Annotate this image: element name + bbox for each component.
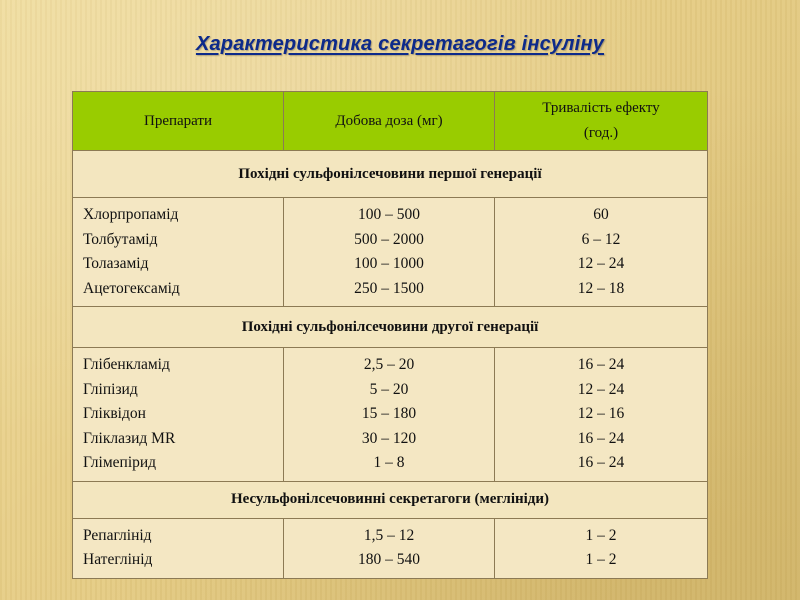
table-header-row bbox=[73, 92, 708, 151]
dose-value: 15 – 180 bbox=[361, 405, 417, 422]
group-title: Похідні сульфонілсечовини другої генерації bbox=[73, 307, 708, 348]
group-title: Несульфонілсечовинні секретагоги (меглініди) bbox=[73, 481, 708, 518]
dose-value: 1,5 – 12 bbox=[363, 526, 415, 544]
duration-cell bbox=[495, 348, 708, 482]
duration-value: 60 bbox=[593, 206, 609, 223]
duration-value: 12 – 16 bbox=[577, 405, 625, 422]
duration-value: 16 – 24 bbox=[577, 429, 625, 447]
drug-name: Толбутамід bbox=[83, 230, 158, 248]
duration-value: 16 – 24 bbox=[577, 356, 625, 373]
drug-name: Глібенкламід bbox=[83, 356, 170, 373]
drug-name: Натеглінід bbox=[83, 551, 153, 568]
header-duration-line-1: Тривалість ефекту bbox=[542, 100, 660, 116]
secretagogues-table bbox=[72, 91, 708, 579]
duration-cell bbox=[495, 518, 708, 578]
group-row-second-generation bbox=[73, 307, 708, 348]
duration-value: 1 – 2 bbox=[585, 551, 617, 568]
dose-cell bbox=[284, 198, 495, 307]
dose-value: 5 – 20 bbox=[369, 380, 409, 398]
duration-value: 1 – 2 bbox=[585, 526, 617, 544]
drug-name: Ацетогексамід bbox=[83, 279, 180, 297]
table-row bbox=[73, 198, 708, 307]
dose-cell bbox=[284, 348, 495, 482]
dose-value: 100 – 1000 bbox=[354, 255, 424, 272]
drug-name: Гліквідон bbox=[83, 405, 146, 422]
drug-name: Гліклазид MR bbox=[83, 429, 176, 447]
dose-value: 100 – 500 bbox=[358, 206, 420, 223]
table-row bbox=[73, 348, 708, 482]
duration-value: 12 – 24 bbox=[577, 380, 625, 398]
duration-value: 6 – 12 bbox=[581, 230, 621, 248]
header-drugs: Препарати bbox=[73, 92, 284, 151]
dose-value: 180 – 540 bbox=[358, 551, 420, 568]
duration-cell bbox=[495, 198, 708, 307]
duration-value: 12 – 18 bbox=[577, 279, 625, 297]
table-row bbox=[73, 518, 708, 578]
header-duration bbox=[495, 92, 708, 151]
drug-names-cell bbox=[73, 348, 284, 482]
drug-names-cell bbox=[73, 518, 284, 578]
drug-name: Репаглінід bbox=[83, 526, 152, 544]
dose-value: 2,5 – 20 bbox=[363, 356, 415, 373]
drug-names-cell bbox=[73, 198, 284, 307]
drug-name: Глімепірид bbox=[83, 454, 157, 471]
duration-value: 16 – 24 bbox=[577, 454, 625, 471]
dose-value: 500 – 2000 bbox=[354, 230, 424, 248]
header-duration-line-2: (год.) bbox=[583, 125, 619, 141]
dose-value: 250 – 1500 bbox=[354, 279, 424, 297]
drug-name: Хлорпропамід bbox=[83, 206, 179, 223]
group-row-first-generation bbox=[73, 151, 708, 198]
drug-name: Толазамід bbox=[83, 255, 149, 272]
duration-value: 12 – 24 bbox=[577, 255, 625, 272]
dose-value: 1 – 8 bbox=[373, 454, 405, 471]
slide-title: Характеристика секретагогів інсуліну bbox=[195, 33, 605, 55]
group-title: Похідні сульфонілсечовини першої генерації bbox=[73, 151, 708, 198]
header-daily-dose: Добова доза (мг) bbox=[284, 92, 495, 151]
drug-name: Гліпізид bbox=[83, 380, 138, 398]
dose-value: 30 – 120 bbox=[361, 429, 417, 447]
group-row-meglitinides bbox=[73, 481, 708, 518]
dose-cell bbox=[284, 518, 495, 578]
